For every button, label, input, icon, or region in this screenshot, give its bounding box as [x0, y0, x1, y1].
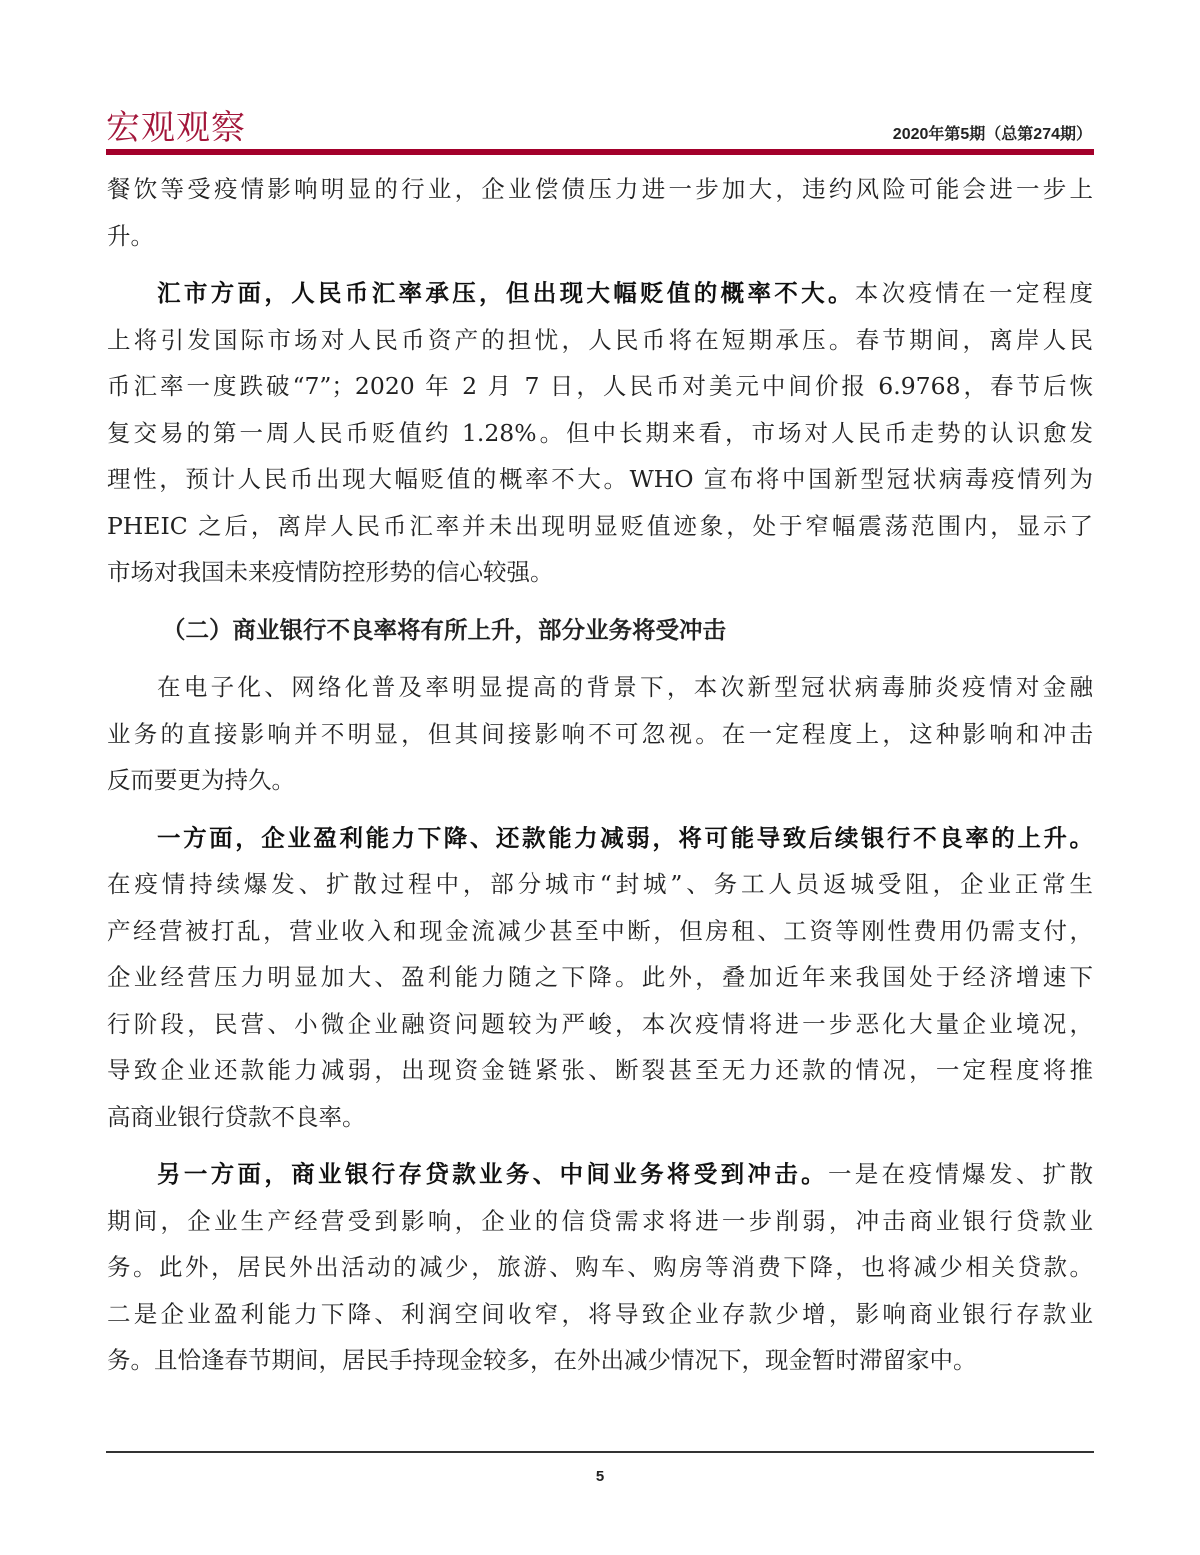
body-text: （二）商业银行不良率将有所上升，部分业务将受冲击 — [162, 615, 726, 644]
body-text: 在电子化、网络化普及率明显提高的背景下，本次新型冠状病毒肺炎疫情对金融 — [157, 673, 1093, 701]
text-line — [107, 1198, 1093, 1245]
header-divider — [106, 149, 1094, 155]
body-text: 币汇率一度跌破“7”；2020 年 2 月 7 日，人民币对美元中间价报 6.9768，春节后恢 — [107, 372, 1093, 400]
body-text: 升。 — [107, 221, 154, 250]
text-line — [107, 1244, 1093, 1291]
text-line — [107, 1094, 1093, 1141]
paragraph — [107, 664, 1093, 804]
text-line — [107, 607, 1093, 654]
body-text: 务。且恰逢春节期间，居民手持现金较多，在外出减少情况下，现金暂时滞留家中。 — [107, 1346, 977, 1374]
body-text: 理性，预计人民币出现大幅贬值的概率不大。WHO 宣布将中国新型冠状病毒疫情列为 — [107, 465, 1093, 493]
body-text: 复交易的第一周人民币贬值约 1.28%。但中长期来看，市场对人民币走势的认识愈发 — [107, 418, 1093, 447]
text-line — [107, 363, 1093, 410]
text-line — [107, 1001, 1093, 1048]
text-line — [107, 270, 1093, 317]
body-text: 二是企业盈利能力下降、利润空间收窄，将导致企业存款少增，影响商业银行存款业 — [107, 1299, 1093, 1328]
body-text: 反而要更为持久。 — [107, 766, 295, 794]
paragraph — [107, 815, 1093, 1141]
body-text: 产经营被打乱，营业收入和现金流减少甚至中断，但房租、工资等刚性费用仍需支付， — [107, 916, 1093, 945]
text-line — [107, 317, 1093, 364]
body-text: 市场对我国未来疫情防控形势的信心较强。 — [107, 558, 554, 586]
body-text: 务。此外，居民外出活动的减少，旅游、购车、购房等消费下降，也将减少相关贷款。 — [107, 1253, 1093, 1281]
body-text: 期间，企业生产经营受到影响，企业的信贷需求将进一步削弱，冲击商业银行贷款业 — [107, 1206, 1093, 1235]
text-line — [107, 503, 1093, 550]
body-text: 在疫情持续爆发、扩散过程中，部分城市“封城”、务工人员返城受阻，企业正常生 — [107, 870, 1093, 898]
body-text: 餐饮等受疫情影响明显的行业，企业偿债压力进一步加大，违约风险可能会进一步上 — [107, 175, 1093, 203]
body-text: 高商业银行贷款不良率。 — [107, 1102, 366, 1131]
bold-lead-text: 汇市方面，人民币汇率承压，但出现大幅贬值的概率不大。 — [157, 279, 855, 307]
issue-label: 2020年第5期（总第274期） — [892, 126, 1092, 143]
document-body — [107, 166, 1093, 1395]
bold-lead-text: 另一方面，商业银行存贷款业务、中间业务将受到冲击。 — [157, 1160, 828, 1188]
text-line — [107, 1291, 1093, 1338]
bold-lead-text: 一方面，企业盈利能力下降、还款能力减弱，将可能导致后续银行不良率的上升。 — [157, 823, 1093, 852]
page-number: 5 — [595, 1468, 605, 1485]
text-line — [107, 757, 1093, 804]
paragraph — [107, 270, 1093, 596]
text-line — [107, 1047, 1093, 1094]
text-line — [107, 1151, 1093, 1198]
text-line — [107, 456, 1093, 503]
body-text: 企业经营压力明显加大、盈利能力随之下降。此外，叠加近年来我国处于经济增速下 — [107, 963, 1093, 991]
text-line — [107, 711, 1093, 758]
text-line — [107, 166, 1093, 213]
body-text: 上将引发国际市场对人民币资产的担忧，人民币将在短期承压。春节期间，离岸人民 — [107, 325, 1093, 354]
paragraph — [107, 1151, 1093, 1384]
body-text: 一是在疫情爆发、扩散 — [827, 1160, 1094, 1188]
text-line — [107, 410, 1093, 457]
text-line — [107, 213, 1093, 260]
body-text: 导致企业还款能力减弱，出现资金链紧张、断裂甚至无力还款的情况，一定程度将推 — [107, 1056, 1093, 1084]
text-line — [107, 908, 1093, 955]
text-line — [107, 861, 1093, 908]
body-text: 本次疫情在一定程度 — [854, 279, 1094, 307]
header-title: 宏观观察 — [106, 108, 246, 148]
text-line — [107, 954, 1093, 1001]
text-line — [107, 549, 1093, 596]
paragraph — [107, 166, 1093, 259]
text-line — [107, 1337, 1093, 1384]
text-line — [107, 664, 1093, 711]
body-text: 行阶段，民营、小微企业融资问题较为严峻，本次疫情将进一步恶化大量企业境况， — [107, 1009, 1093, 1038]
footer-divider — [106, 1451, 1094, 1453]
body-text: PHEIC 之后，离岸人民币汇率并未出现明显贬值迹象，处于窄幅震荡范围内，显示了 — [107, 511, 1093, 540]
body-text: 业务的直接影响并不明显，但其间接影响不可忽视。在一定程度上，这种影响和冲击 — [107, 719, 1093, 748]
text-line — [107, 815, 1093, 862]
section-heading — [107, 607, 1093, 654]
